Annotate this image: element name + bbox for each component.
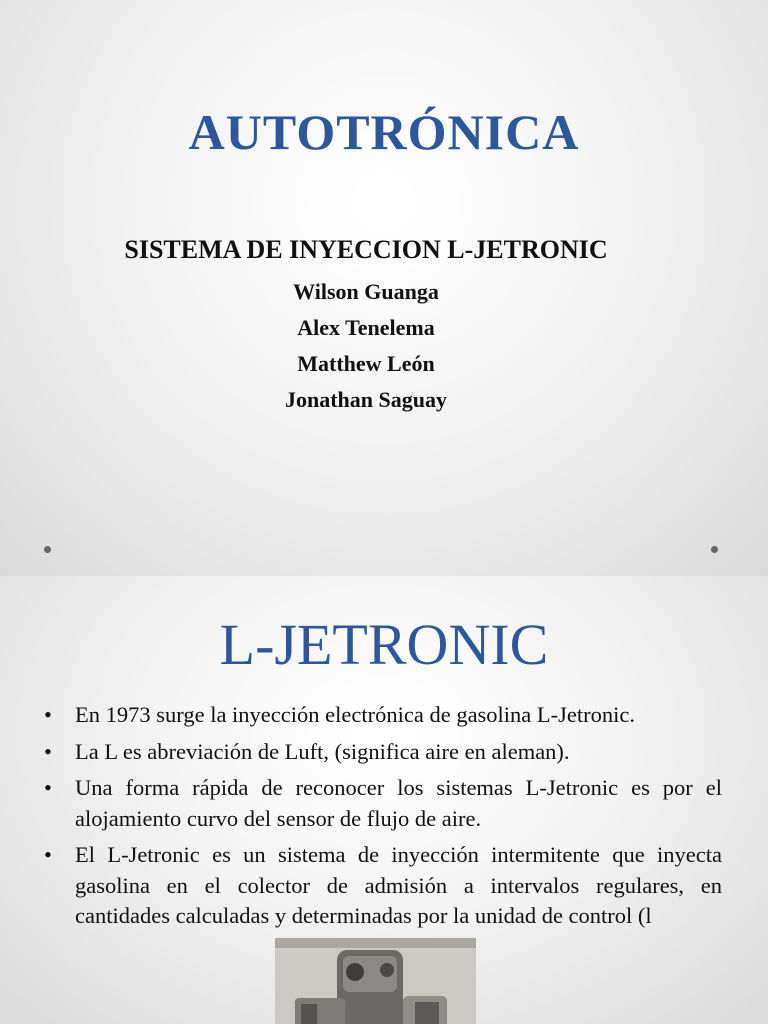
- bullet-item: • El L-Jetronic es un sistema de inyección intermitente que inyecta gasolina en el colector de admisión a intervalos regulares, en cantidades calculadas y determinadas por la unidad de control (l: [44, 840, 722, 932]
- author-list: [0, 274, 732, 418]
- slide-1-title: AUTOTRÓNICA: [188, 104, 580, 160]
- author-name: Alex Tenelema: [297, 315, 435, 340]
- bullet-item: • En 1973 surge la inyección electrónica de gasolina L-Jetronic.: [44, 700, 722, 731]
- bullet-item: • Una forma rápida de reconocer los sistemas L-Jetronic es por el alojamiento curvo del sensor de flujo de aire.: [44, 773, 722, 834]
- slide-nav-dot-right: [711, 546, 718, 553]
- slide-nav-dot-left: [44, 546, 51, 553]
- slide-2: [0, 576, 768, 1024]
- air-flow-sensor-image: [275, 938, 476, 1024]
- author-name: Jonathan Saguay: [284, 387, 447, 412]
- slide-1-subtitle: SISTEMA DE INYECCION L-JETRONIC: [124, 235, 608, 264]
- slide-2-title: L-JETRONIC: [219, 612, 549, 677]
- injection-system-photo: [275, 938, 476, 1024]
- bullet-list: [44, 700, 722, 938]
- author-name: Matthew León: [297, 351, 435, 376]
- bullet-item: • La L es abreviación de Luft, (significa aire en aleman).: [44, 737, 722, 768]
- author-name: Wilson Guanga: [293, 279, 439, 304]
